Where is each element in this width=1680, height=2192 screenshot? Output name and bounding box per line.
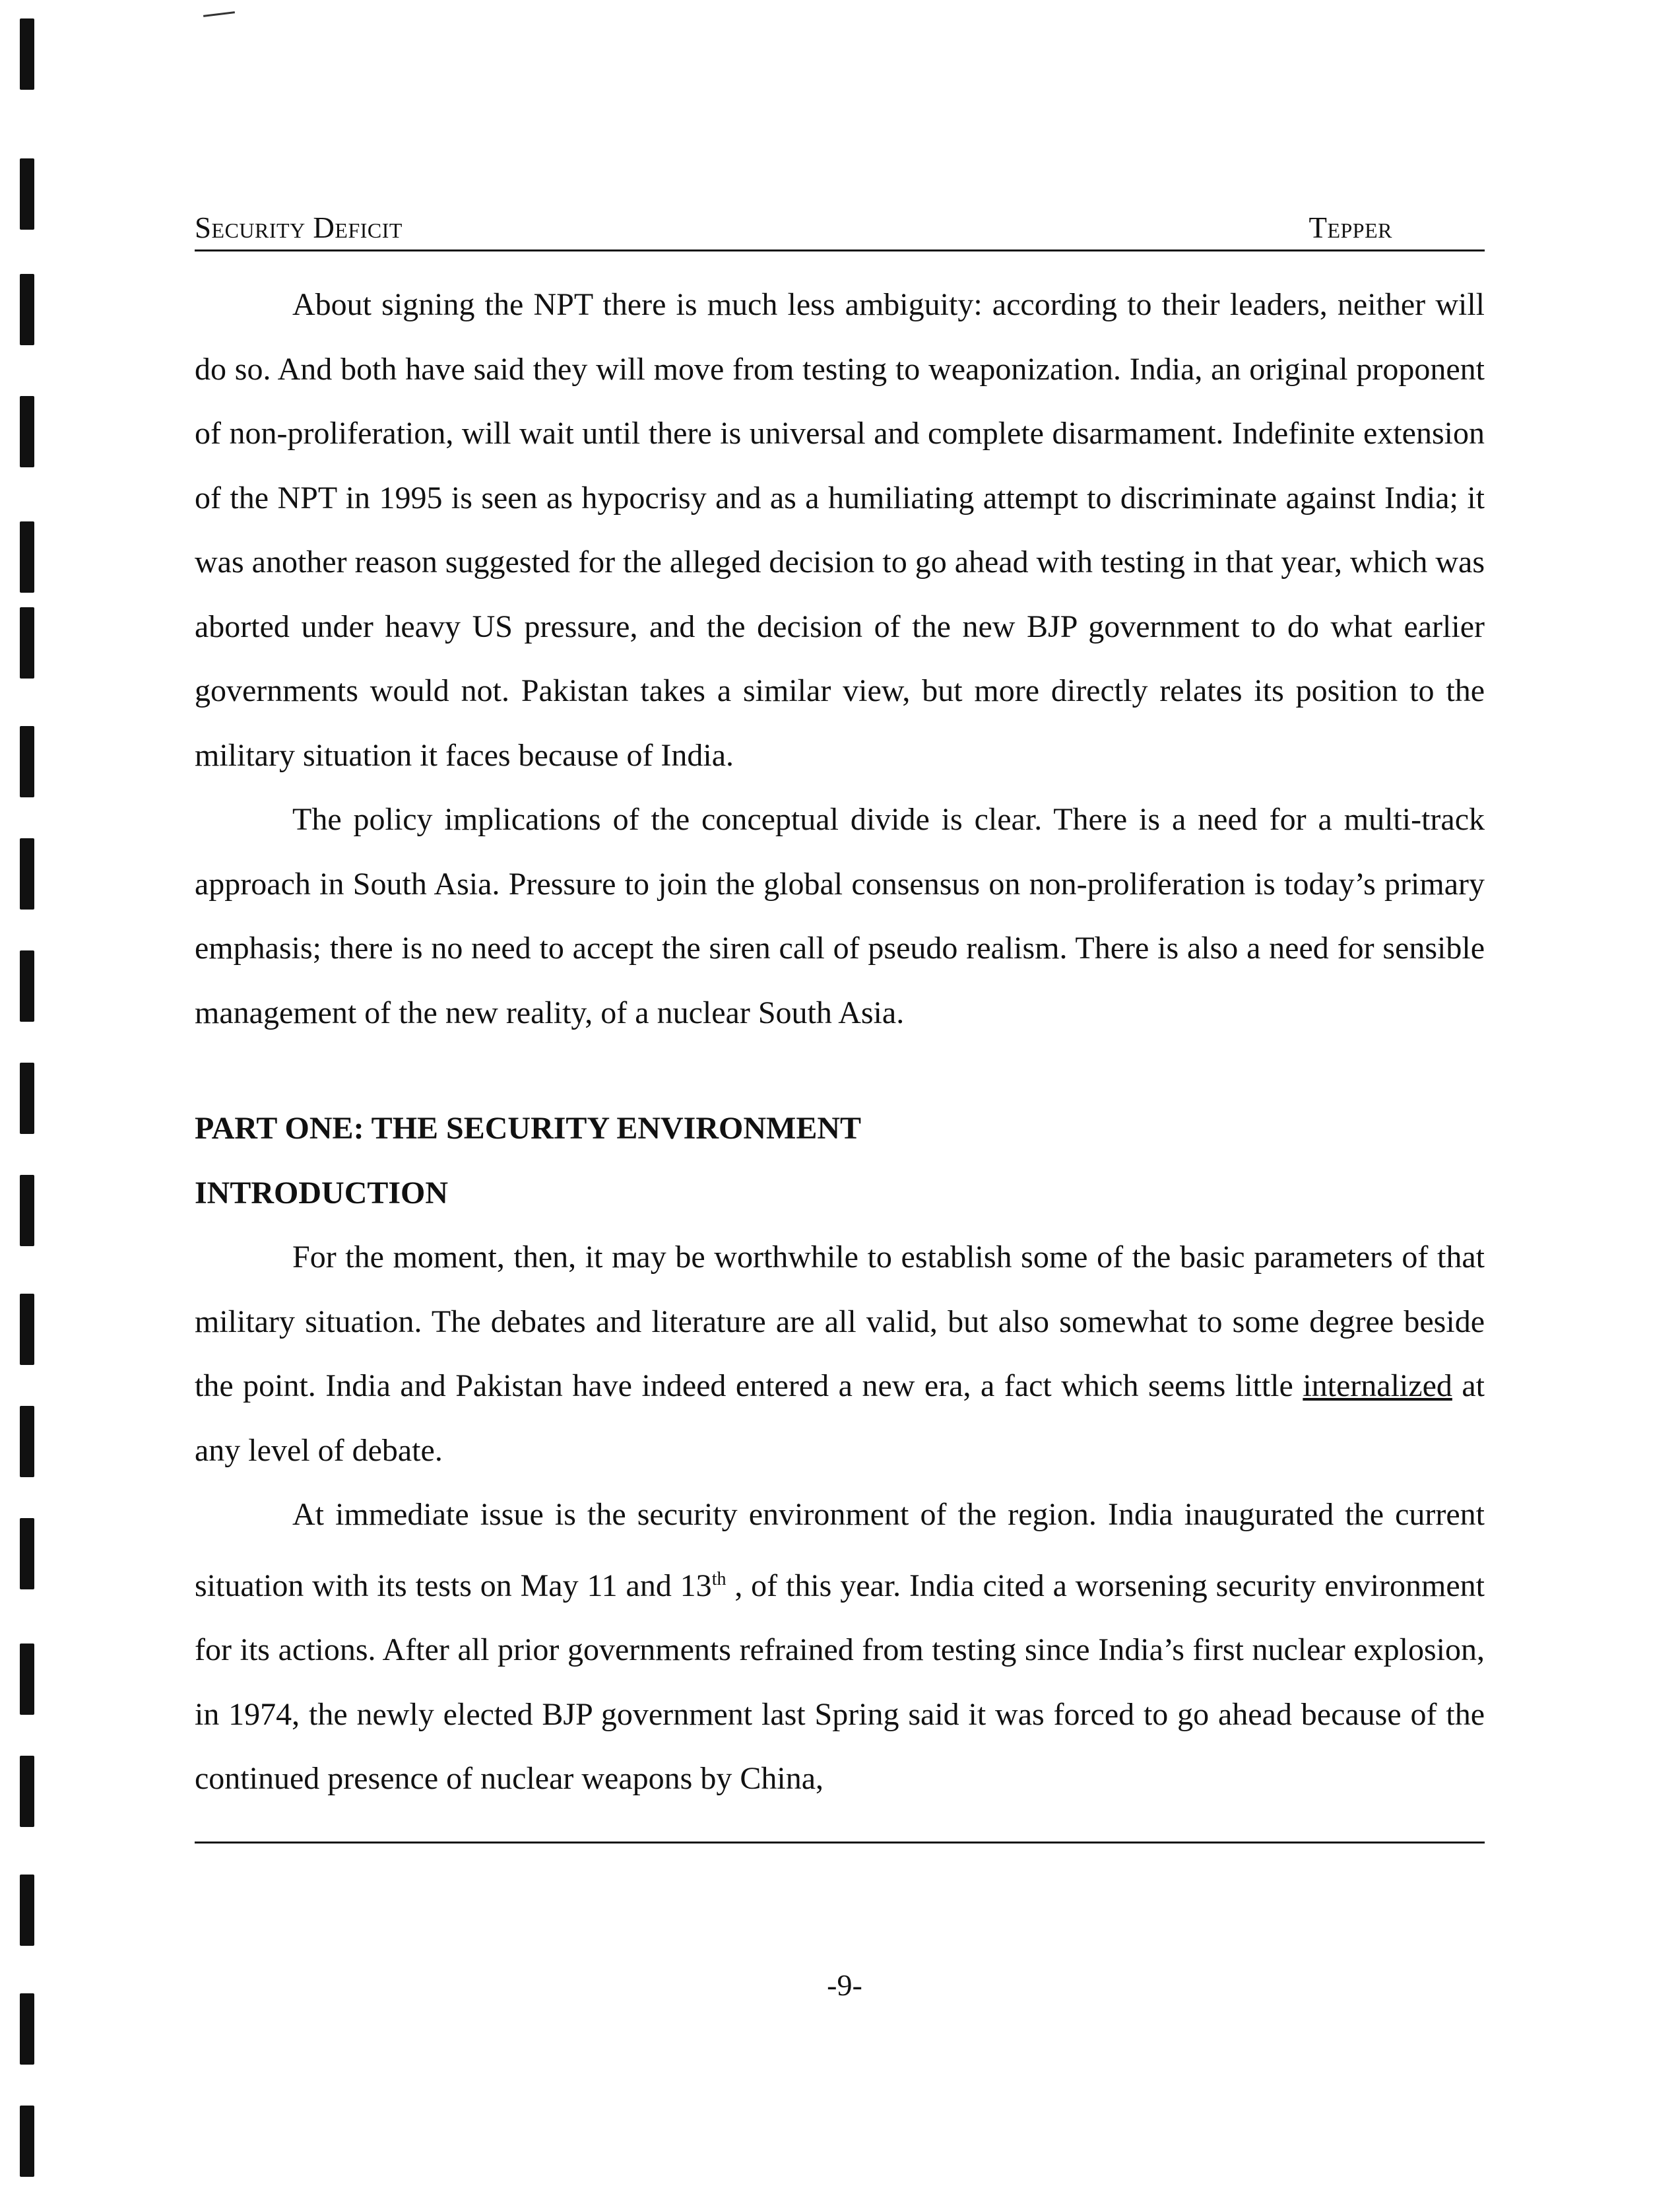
binding-mark bbox=[20, 1993, 34, 2065]
header-title: Security Deficit bbox=[195, 211, 403, 244]
intro-text-end: , of this year. India cited a worsening security environment for its actions. After all prior governments refrained from testing since India’s first nuclear explosion, in 1974, the newly elected BJP government last Spring said it was forced to go ahead because of the continued presence of nuclear weapons by China, bbox=[195, 1568, 1485, 1796]
intro-text: At immediate issue is the security environment of the region. India inaugurated the current situation with its tests on May 11 and 13 bbox=[195, 1497, 1485, 1603]
subsection-heading: INTRODUCTION bbox=[195, 1175, 449, 1211]
binding-mark bbox=[20, 1294, 34, 1365]
binding-mark bbox=[20, 1756, 34, 1827]
intro-text-end: at any level of debate. bbox=[195, 1368, 1485, 1468]
running-header bbox=[195, 210, 1485, 251]
section-heading: PART ONE: THE SECURITY ENVIRONMENT bbox=[195, 1111, 862, 1146]
intro-text: For the moment, then, it may be worthwhile to establish some of the basic parameters of that military situation. The debates and literature are all valid, but also somewhat to some degree beside the point. India and Pakistan have indeed entered a new era, a fact which seems little bbox=[195, 1240, 1485, 1403]
page-number: -9- bbox=[827, 1968, 862, 2002]
binding-mark bbox=[20, 1644, 34, 1715]
binding-mark bbox=[20, 2106, 34, 2177]
binding-mark bbox=[20, 396, 34, 467]
scan-artifact bbox=[203, 11, 235, 17]
ordinal-suffix: th bbox=[711, 1568, 727, 1589]
paragraph-npt: About signing the NPT there is much less ambiguity: according to their leaders, neither will do so. And both have said they will move from testing to weaponization. India, an original proponent of non-proliferation, will wait until there is universal and complete disarmament. Indefinite extension of the NPT in 1995 is seen as hypocrisy and as a humiliating attempt to discriminate against India; it was another reason suggested for the alleged decision to go ahead with testing in that year, which was aborted under heavy US pressure, and the decision of the new BJP government to do what earlier governments would not. Pakistan takes a similar view, but more directly relates its position to the military situation it faces because of India. bbox=[195, 287, 1485, 773]
header-author: Tepper bbox=[1308, 211, 1392, 244]
binding-mark bbox=[20, 1175, 34, 1246]
binding-mark bbox=[20, 1875, 34, 1946]
binding-mark bbox=[20, 1518, 34, 1589]
binding-mark bbox=[20, 726, 34, 797]
footer-rule bbox=[195, 1842, 1485, 1843]
underlined-term: internalized bbox=[1303, 1368, 1452, 1403]
paragraph-intro-1 bbox=[195, 1225, 1485, 1482]
page-body bbox=[195, 273, 1485, 1811]
binding-mark bbox=[20, 1063, 34, 1134]
binding-mark bbox=[20, 274, 34, 345]
binding-mark bbox=[20, 607, 34, 679]
binding-mark bbox=[20, 838, 34, 910]
paragraph-policy: The policy implications of the conceptual divide is clear. There is a need for a multi-track approach in South Asia. Pressure to join the global consensus on non-proliferation is today’s primary emphasis; there is no need to accept the siren call of pseudo realism. There is also a need for sensible management of the new reality, of a nuclear South Asia. bbox=[195, 802, 1485, 1030]
scanner-binding-marks bbox=[20, 0, 36, 2192]
binding-mark bbox=[20, 521, 34, 593]
binding-mark bbox=[20, 950, 34, 1022]
paragraph-intro-2 bbox=[195, 1482, 1485, 1811]
binding-mark bbox=[20, 158, 34, 230]
binding-mark bbox=[20, 1406, 34, 1477]
binding-mark bbox=[20, 18, 34, 90]
